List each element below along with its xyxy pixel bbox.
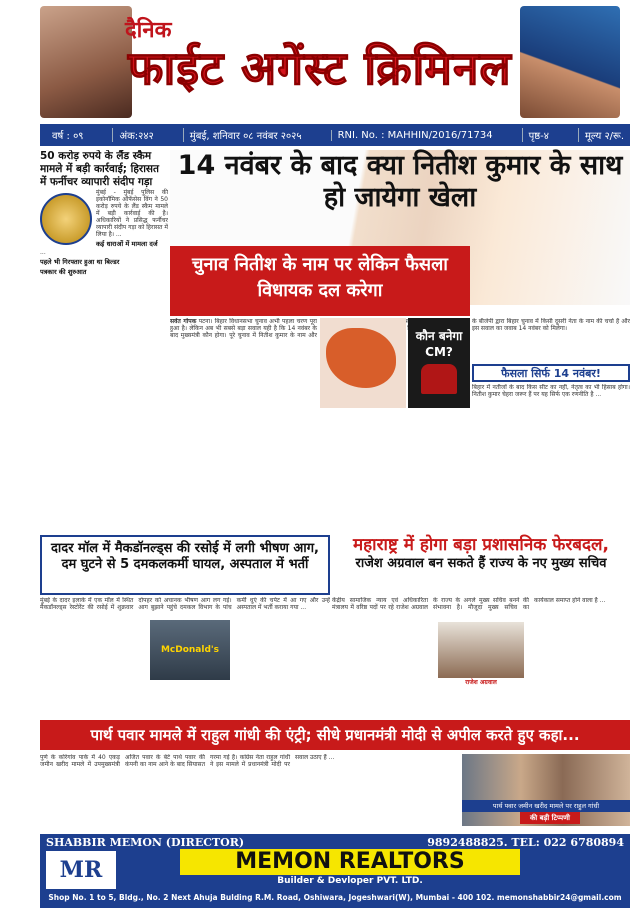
- memon-realtors-ad: [40, 834, 630, 908]
- masthead-portrait-right: [520, 6, 620, 118]
- left-story-body-filler: ...: [40, 249, 46, 256]
- mall-fire-body: मुंबई के दादर इलाके में एक मॉल में स्थित मैकडॉनल्ड्स रेस्टोरेंट की रसोई में शुक्रवार दोपहर को अचानक भीषण आग लग गई। आग बुझाने पहुंचे दमकल विभाग के पांच कर्मी धुएं की चपेट में आ गए और उन्हें अस्पताल में भर्ती कराया गया ...: [40, 597, 330, 611]
- main-story-text: पटना। बिहार विधानसभा चुनाव अभी पहला चरण पूरा हुआ है। लेकिन अब भी सबसे बड़ा सवाल यही है कि 14 नवंबर के बाद मुख्यमंत्री कौन होगा। पूरे चुनाव में नितीश कुमार के नाम और: [170, 318, 317, 339]
- left-story-subhead-3: पत्रकार की शुरुआत: [40, 268, 87, 276]
- chair-icon: [421, 364, 457, 394]
- main-story-byline: सर्वत गोपक: [170, 318, 197, 325]
- rni-number: RNI. No. : MAHHIN/2016/71734: [331, 130, 493, 141]
- issue-year: वर्ष : ०९: [52, 131, 84, 142]
- pawar-story-body: पुणे के कोरेगांव पार्क में 40 एकड़ जमीन खरीद मामले में उपमुख्यमंत्री अजित पवार के बेटे पार्थ पवार की कंपनी का नाम आने के बाद सियासत गरमा गई है। कांग्रेस नेता राहुल गांधी ने इस मामले में प्रधानमंत्री मोदी पर सवाल उठाए हैं ...: [40, 754, 335, 768]
- newspaper-title: फाईट अगेंस्ट क्रिमिनल: [128, 41, 512, 95]
- pawar-story-headline: पार्थ पवार मामले में राहुल गांधी की एंट्री; सीधे प्रधानमंत्री मोदी से अपील करते हुए कहा...: [40, 720, 630, 750]
- left-story-subhead-2: पहले भी गिरफ्तार हुआ था बिल्डर: [40, 258, 120, 266]
- bihar-map-shape: [326, 328, 396, 388]
- ad-phone: 9892488825. TEL: 022 6780894: [427, 836, 624, 849]
- left-story-headline: 50 करोड़ रुपये के लैंड स्कैम मामले में बड़ी कार्रवाई; हिरासत में फर्नीचर व्यापारी संदीप गड़ा: [40, 150, 160, 188]
- pawar-photo-tag: की बड़ी टिप्पणी: [520, 812, 580, 824]
- issue-info-bar: [40, 124, 630, 146]
- ad-address: Shop No. 1 to 5, Bldg., No. 2 Next Ahuja Bulding R.M. Road, Oshiwara, Jogeshwari(W), Mumbai - 400 102. memonshabbir24@gmail.com: [48, 893, 622, 902]
- left-story-subhead-1: कई धाराओं में मामला दर्ज: [96, 240, 158, 248]
- main-story-headline-box: [170, 150, 630, 245]
- masthead: [0, 0, 640, 122]
- masthead-portrait-left: [40, 6, 132, 118]
- cm-chair-label: कौन बनेगा CM?: [415, 329, 463, 359]
- maha-story-headline: महाराष्ट्र में होगा बड़ा प्रशासनिक फेरबदल,: [352, 535, 610, 555]
- ad-director: SHABBIR MEMON (DIRECTOR): [46, 836, 245, 849]
- main-story-red-band: चुनाव नितीश के नाम पर लेकिन फैसला विधायक दल करेगा: [170, 246, 470, 316]
- maha-story-subhead: राजेश अग्रवाल बन सकते हैं राज्य के नए मुख्य सचिव: [355, 556, 607, 571]
- maha-story-headline-box: [332, 535, 630, 595]
- maha-story-caption: राजेश अग्रवाल: [465, 679, 497, 686]
- left-story: [40, 150, 168, 532]
- maha-story-portrait: [438, 622, 524, 678]
- ad-subtitle: Builder & Devloper PVT. LTD.: [277, 876, 423, 886]
- issue-number: अंक:२४२: [112, 128, 153, 142]
- mall-fire-headline-box: [40, 535, 330, 595]
- main-story-headline: 14 नवंबर के बाद क्या नितीश कुमार के साथ हो जायेगा खेला: [177, 150, 623, 213]
- masthead-daily: दैनिक: [125, 17, 172, 43]
- ad-brand: MEMON REALTORS: [180, 849, 520, 875]
- issue-dateline: मुंबई, शनिवार ०८ नवंबर २०२५: [183, 128, 302, 142]
- bihar-map: [320, 318, 406, 408]
- ad-logo: MR: [46, 851, 116, 889]
- mall-fire-photo: McDonald's: [150, 620, 230, 680]
- mall-fire-headline: दादर मॉल में मैकडॉनल्ड्स की रसोई में लगी भीषण आग, दम घुटने से 5 दमकलकर्मी घायल, अस्पताल में भर्ती: [51, 541, 319, 572]
- fact-box-body: बिहार में नतीजों के बाद किस सीट का नहीं, नेतृत्व का भी हिसाब होगा। नितीश कुमार चेहरा जरूर हैं पर यह सिर्फ एक रणनीति है ...: [472, 384, 630, 398]
- issue-price: मूल्य २/रू.: [578, 128, 624, 142]
- cm-chair-graphic: [408, 318, 470, 408]
- ad-top-line: [46, 836, 624, 849]
- page-count: पृष्ठ-४: [522, 128, 549, 142]
- left-story-body: मुंबई - मुंबई पुलिस की इकोनॉमिक ऑफेंसेस विंग ने 50 करोड़ रुपये के लैंड स्कैम मामले में बड़ी कार्रवाई की है। अधिकारियों ने प्रसिद्ध फर्नीचर व्यापारी संदीप गड़ा को हिरासत में लिया है। ...: [96, 189, 168, 238]
- main-story-right-text: के बीजेपी द्वारा बिहार चुनाव में किसी दूसरी नेता के नाम की चर्चा है और इस सवाल का जवाब 14 नवंबर को मिलेगा।: [472, 318, 630, 332]
- fact-box-title: फैसला सिर्फ 14 नवंबर!: [472, 364, 630, 382]
- pawar-photo-caption: पार्थ पवार जमीन खरीद मामले पर राहुल गांधी: [462, 800, 630, 812]
- maha-story-body: केंद्रीय सामाजिक न्याय एवं अधिकारिता मंत्रालय में वरिष्ठ पदों पर रहे राजेश अग्रवाल के राज्य के अगले मुख्य सचिव बनने की संभावना है। मौजूदा मुख्य सचिव का कार्यकाल समाप्त होने वाला है ...: [332, 597, 606, 611]
- police-emblem-icon: [40, 193, 92, 245]
